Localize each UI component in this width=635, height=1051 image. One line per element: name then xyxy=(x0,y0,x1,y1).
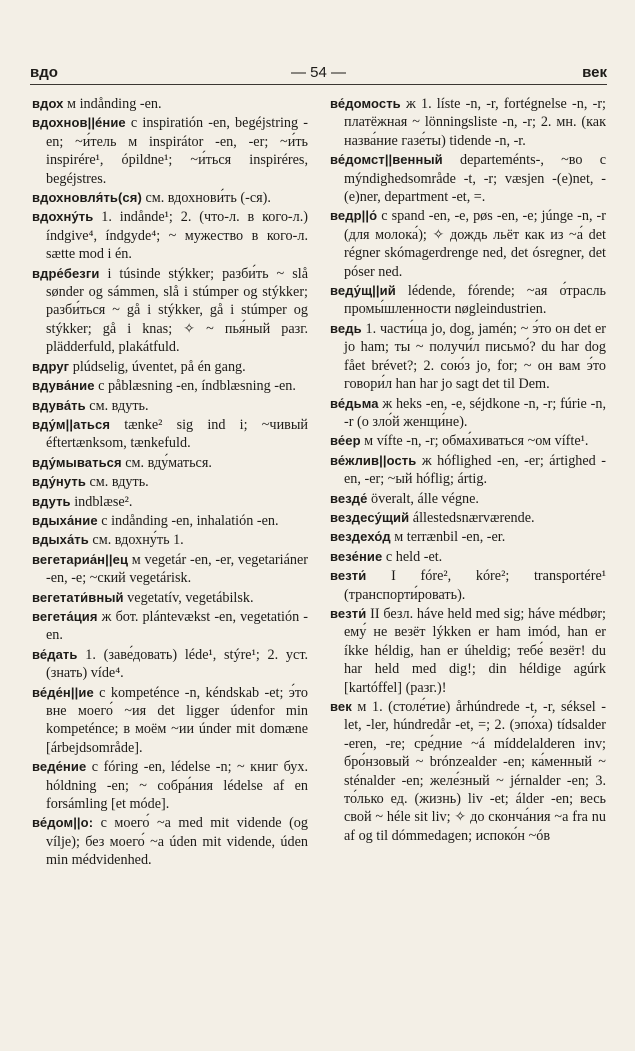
dictionary-entry xyxy=(32,512,308,530)
header-last-guide-word: век xyxy=(582,64,607,81)
entry-definition: с kompeténce -n, kéndskab -et; э́то вне моего́ ~ия det ligger údenfor min kompeténce; в моём ~ии únder mit domæne [árbejdsområde]. xyxy=(46,684,308,756)
dictionary-entry xyxy=(330,528,606,546)
dictionary-entry xyxy=(32,114,308,188)
entry-definition: överalt, álle végne. xyxy=(367,490,479,507)
dictionary-entry xyxy=(330,605,606,697)
entry-headword: вдруг xyxy=(32,358,70,374)
entry-headword: ве́дьма xyxy=(330,395,379,411)
dictionary-entry xyxy=(32,589,308,607)
dictionary-entry xyxy=(330,151,606,206)
dictionary-entry xyxy=(32,758,308,813)
dictionary-entry xyxy=(32,493,308,511)
left-column xyxy=(32,95,308,1035)
entry-headword: везе́ние xyxy=(330,548,383,564)
dictionary-entry xyxy=(330,282,606,319)
entry-headword: ве́ер xyxy=(330,433,361,449)
entry-definition: 1. indånde¹; 2. (что-л. в кого-л.) índgive⁴, índgyde⁴; ~ мужество в кого-л. sætte mod i én. xyxy=(46,209,308,263)
entry-headword: вдуть xyxy=(32,493,71,509)
entry-headword: вдыха́ние xyxy=(32,512,98,528)
entry-definition: ж hóflighed -en, -er; ártighed -en, -er; ~ый hóflig; ártig. xyxy=(344,452,606,488)
entry-headword: везти́ xyxy=(330,605,367,621)
entry-definition: állestedsnærværende. xyxy=(409,509,535,526)
entry-headword: вдува́ть xyxy=(32,397,86,413)
dictionary-entry xyxy=(32,377,308,395)
entry-headword: ве́дать xyxy=(32,646,78,662)
entry-headword: вездехо́д xyxy=(330,529,391,545)
entry-definition: indblæse². xyxy=(70,493,133,510)
entry-definition: м indånding -en. xyxy=(63,96,162,112)
header-first-guide-word: вдо xyxy=(30,64,58,81)
dictionary-entry xyxy=(330,698,606,845)
entry-headword: ведь xyxy=(330,320,362,336)
dictionary-entry xyxy=(32,454,308,472)
entry-definition: с held -et. xyxy=(382,548,443,565)
dictionary-entry xyxy=(32,608,308,645)
dictionary-entry xyxy=(32,189,308,207)
entry-definition: м vífte -n, -r; обма́хиваться ~ом vífte¹. xyxy=(360,433,589,450)
entry-definition: м terrænbil -en, -er. xyxy=(390,529,506,546)
entry-headword: вдыха́ть xyxy=(32,532,89,548)
dictionary-entry xyxy=(32,265,308,357)
dictionary-entry xyxy=(330,548,606,566)
dictionary-entry xyxy=(330,509,606,527)
header-rule xyxy=(30,84,607,85)
dictionary-entry xyxy=(32,473,308,491)
entry-definition: vegetatív, vegetábilsk. xyxy=(123,589,254,606)
dictionary-entry xyxy=(32,531,308,549)
dictionary-entry xyxy=(330,95,606,150)
entry-headword: везти́ xyxy=(330,568,367,584)
entry-definition: с fóring -en, lédelse -n; ~ книг бух. hóldning -en; ~ собра́ния lédelse af en forsámling [et móde]. xyxy=(46,759,308,813)
entry-headword: вдува́ние xyxy=(32,378,95,394)
entry-definition: 1. части́ца jo, dog, jamén; ~ э́то он det er jo ham; ты ~ получи́л письмо́? du har dog fået brévet?; 2. сою́з jo, for; ~ он вам э́то говори́л han har jo sagt det til Dem. xyxy=(344,320,606,393)
dictionary-entry xyxy=(32,397,308,415)
entry-definition: с моего́ ~а med mit vidende (og vílje); без моего́ ~а úden mit vidende, úden min médvidenhed. xyxy=(46,815,308,869)
entry-headword: ведр||о́ xyxy=(330,208,378,224)
page-number: — 54 — xyxy=(290,64,347,81)
dictionary-entry xyxy=(330,320,606,394)
entry-definition: см. вдуть. xyxy=(85,397,149,414)
entry-definition: ж heks -en, -e, séjdkone -n, -r; fúrie -n, -r (о зло́й женщи́не). xyxy=(344,395,606,430)
entry-headword: ве́домость xyxy=(330,96,401,111)
right-column xyxy=(330,95,606,1035)
dictionary-entry xyxy=(330,207,606,281)
entry-headword: веду́щ||ий xyxy=(330,283,396,299)
dictionary-entry xyxy=(32,814,308,869)
dictionary-entry xyxy=(330,395,606,432)
entry-headword: вегетати́вный xyxy=(32,589,124,605)
entry-headword: вездесу́щий xyxy=(330,509,410,525)
dictionary-entry xyxy=(32,358,308,376)
entry-headword: вдохну́ть xyxy=(32,209,94,225)
entry-headword: ве́домст||венный xyxy=(330,152,443,168)
dictionary-entry xyxy=(32,95,308,113)
entry-headword: везде́ xyxy=(330,490,368,506)
dictionary-entry xyxy=(32,416,308,453)
entry-headword: вдохнов||éние xyxy=(32,115,126,131)
entry-definition: м 1. (столе́тие) århúndrede -t, -r, séksel -let, -ler, húndredår -et, =; 2. (эпо́ха) tídsalder -eren, -re; сре́дние ~á míddelalderen inv; бро́нзовый ~ brónzealder -en; ка́менный ~ sténalder -en; желе́зный ~ jérnalder -en; 3. то́лько ед. (жизнь) liv -et; álder -en; весь свой ~ héle sit liv; ✧ до сконча́ния ~а fra nu af og til dómmedagen; испоко́н ~óв xyxy=(344,699,606,844)
entry-definition: ж бот. plántevækst -en, vegetatión -en. xyxy=(46,608,308,644)
dictionary-entry xyxy=(330,452,606,489)
entry-definition: 1. (заве́довать) léde¹, stýre¹; 2. уст. (знать) víde⁴. xyxy=(46,646,308,682)
entry-definition: i túsinde stýkker; разби́ть ~ slå sønder og sámmen, slå i stúmper og stýkker; разби́ться ~ gå i stýkker, gå i stúmper og stýkker; gå i knas; ✧ ~ пья́ный разг. plädderfuld, plakátfuld. xyxy=(46,265,308,356)
entry-headword: вду́м||аться xyxy=(32,416,111,432)
entry-definition: с spand -en, -e, pøs -en, -e; júnge -n, -r (для молока́); ✧ дождь льёт как из ~а́ det régner skómagerdrenge ned, det ósregner, det póser ned. xyxy=(344,208,606,280)
entry-headword: ве́де́н||ие xyxy=(32,684,94,700)
entry-headword: ве́жлив||ость xyxy=(330,452,417,468)
entry-definition: м vegetár -en, -er, vegetariáner -en, -e; ~ский vegetárisk. xyxy=(46,551,308,587)
entry-headword: ве́дом||о: xyxy=(32,815,94,831)
entry-headword: вдохновля́ть(ся) xyxy=(32,190,142,206)
entry-definition: с påblæsning -en, índblæsning -en. xyxy=(94,378,296,395)
entry-definition: см. вду́маться. xyxy=(121,454,212,471)
entry-headword: вдох xyxy=(32,96,64,111)
page-header xyxy=(30,64,607,82)
dictionary-entry xyxy=(32,551,308,588)
entry-definition: с indånding -en, inhalatión -en. xyxy=(97,512,279,529)
entry-headword: веде́ние xyxy=(32,759,87,775)
entry-headword: вегетариа́н||ец xyxy=(32,551,129,567)
entry-definition: см. вдуть. xyxy=(85,474,149,491)
entry-headword: век xyxy=(330,699,352,714)
entry-headword: вдре́безги xyxy=(32,265,100,281)
entry-definition: lédende, fórende; ~ая о́трасль промы́шленности nøgleindustrien. xyxy=(344,283,606,318)
entry-definition: plúdselig, úventet, på én gang. xyxy=(69,358,246,375)
entry-headword: вду́нуть xyxy=(32,474,86,490)
dictionary-entry xyxy=(330,567,606,604)
entry-definition: с inspiratión -en, begéjstring -en; ~и́тель м inspirátor -en, -er; ~и́ть inspirére¹, ópildne¹; ~и́ться inspiréres, begéjstres. xyxy=(46,115,308,187)
dictionary-entry xyxy=(32,208,308,263)
entry-headword: вегета́ция xyxy=(32,608,98,624)
entry-definition: departeménts-, ~во с mýndighedsområde -t, -r; væsjen -(e)net, -(e)ner, department -et, =. xyxy=(344,152,606,206)
entry-definition: см. вдохну́ть 1. xyxy=(88,532,184,549)
entry-definition: tænke² sig ind i; ~чивый éftertænksom, tænkefuld. xyxy=(46,416,308,452)
entry-definition: II безл. háve held med sig; háve médbør; ему́ не везёт lýkken er ham imód, han er íkke héldig, han er úheldig; тебе́ везёт! du har held med dig!; din héldige agúrk [kartóffel] (разг.)! xyxy=(344,605,606,696)
entry-headword: вду́мываться xyxy=(32,454,122,470)
entry-definition: ж 1. líste -n, -r, fortégnelse -n, -r; платёжная ~ lönningsliste -n, -r; 2. мн. (как назва́ние газе́ты) tidende -n, -r. xyxy=(344,96,606,149)
dictionary-entry xyxy=(32,646,308,683)
entry-definition: I fóre², kóre²; transportére¹ (транспорти́ровать). xyxy=(344,568,606,603)
dictionary-entry xyxy=(330,490,606,508)
dictionary-entry xyxy=(330,432,606,450)
dictionary-entry xyxy=(32,684,308,758)
entry-definition: см. вдохнови́ть (-ся). xyxy=(141,190,271,207)
